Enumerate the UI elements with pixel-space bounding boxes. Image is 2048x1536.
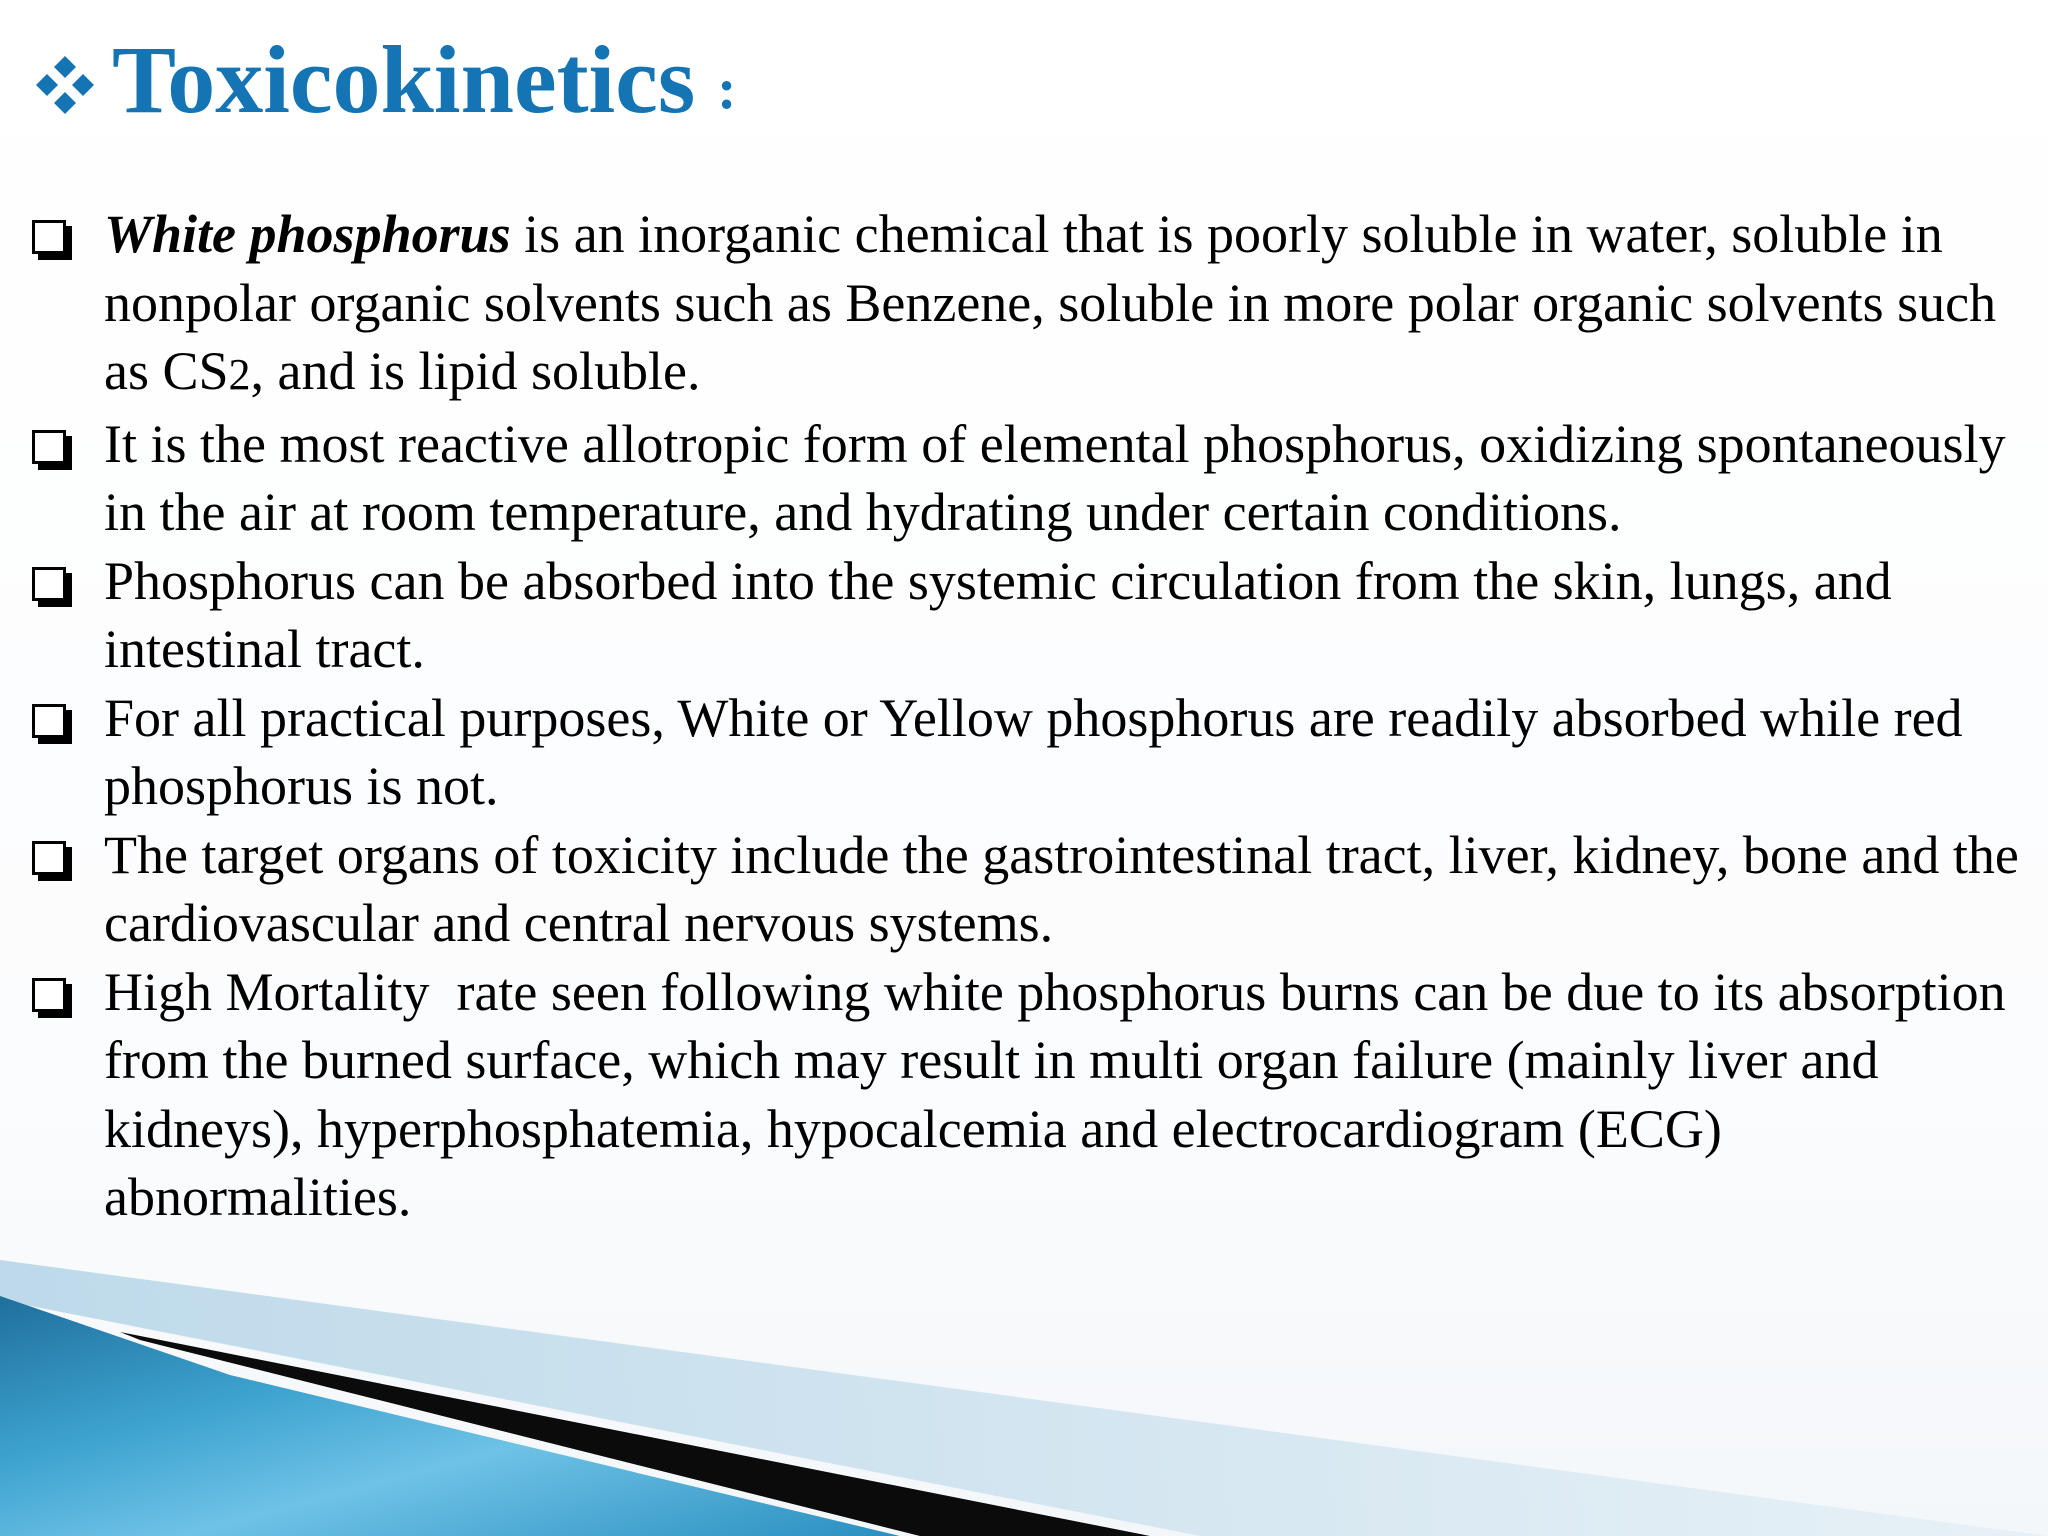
slide-title xyxy=(30,24,737,135)
bullet-item xyxy=(30,958,2040,1232)
four-diamond-bullet-icon xyxy=(30,50,100,120)
bullet-text: High Mortality rate seen following white phosphorus burns can be due to its absorption from the burned surface, which may result in multi organ failure (mainly liver and kidneys), hyperphosphatemia, hypocalcemia and electrocardiogram (ECG) abnormalities. xyxy=(104,961,2020,1227)
bullet-text: is an inorganic chemical that is poorly soluble in water, soluble in nonpolar organic solvents such as Benzene, soluble in more polar organic solvents such as CS xyxy=(104,204,1997,401)
bullet-item xyxy=(30,547,2040,684)
checkbox-bullet-icon xyxy=(32,430,66,464)
bullet-text: Phosphorus can be absorbed into the systemic circulation from the skin, lungs, and intestinal tract. xyxy=(104,550,1892,679)
title-colon: : xyxy=(717,56,737,121)
bullet-item xyxy=(30,200,2040,410)
bullet-text: It is the most reactive allotropic form of elemental phosphorus, oxidizing spontaneously in the air at room temperature, and hydrating under certain conditions. xyxy=(104,413,2006,542)
bullet-text: , and is lipid soluble. xyxy=(250,341,701,401)
bullet-list xyxy=(30,200,2040,1232)
decorative-swoosh xyxy=(0,1260,2048,1536)
bullet-text: For all practical purposes, White or Yellow phosphorus are readily absorbed while red phosphorus is not. xyxy=(104,687,1963,816)
bullet-item xyxy=(30,410,2040,547)
bullet-item xyxy=(30,821,2040,958)
bullet-item xyxy=(30,684,2040,821)
checkbox-bullet-icon xyxy=(32,567,66,601)
checkbox-bullet-icon xyxy=(32,978,66,1012)
checkbox-bullet-icon xyxy=(32,841,66,875)
bullet-emphasis: White phosphorus xyxy=(104,204,511,264)
bullet-text: The target organs of toxicity include the gastrointestinal tract, liver, kidney, bone and the cardiovascular and central nervous systems. xyxy=(104,824,2019,953)
checkbox-bullet-icon xyxy=(32,220,66,254)
title-text: Toxicokinetics xyxy=(112,26,696,133)
bullet-subscript: 2 xyxy=(228,350,251,399)
checkbox-bullet-icon xyxy=(32,704,66,738)
